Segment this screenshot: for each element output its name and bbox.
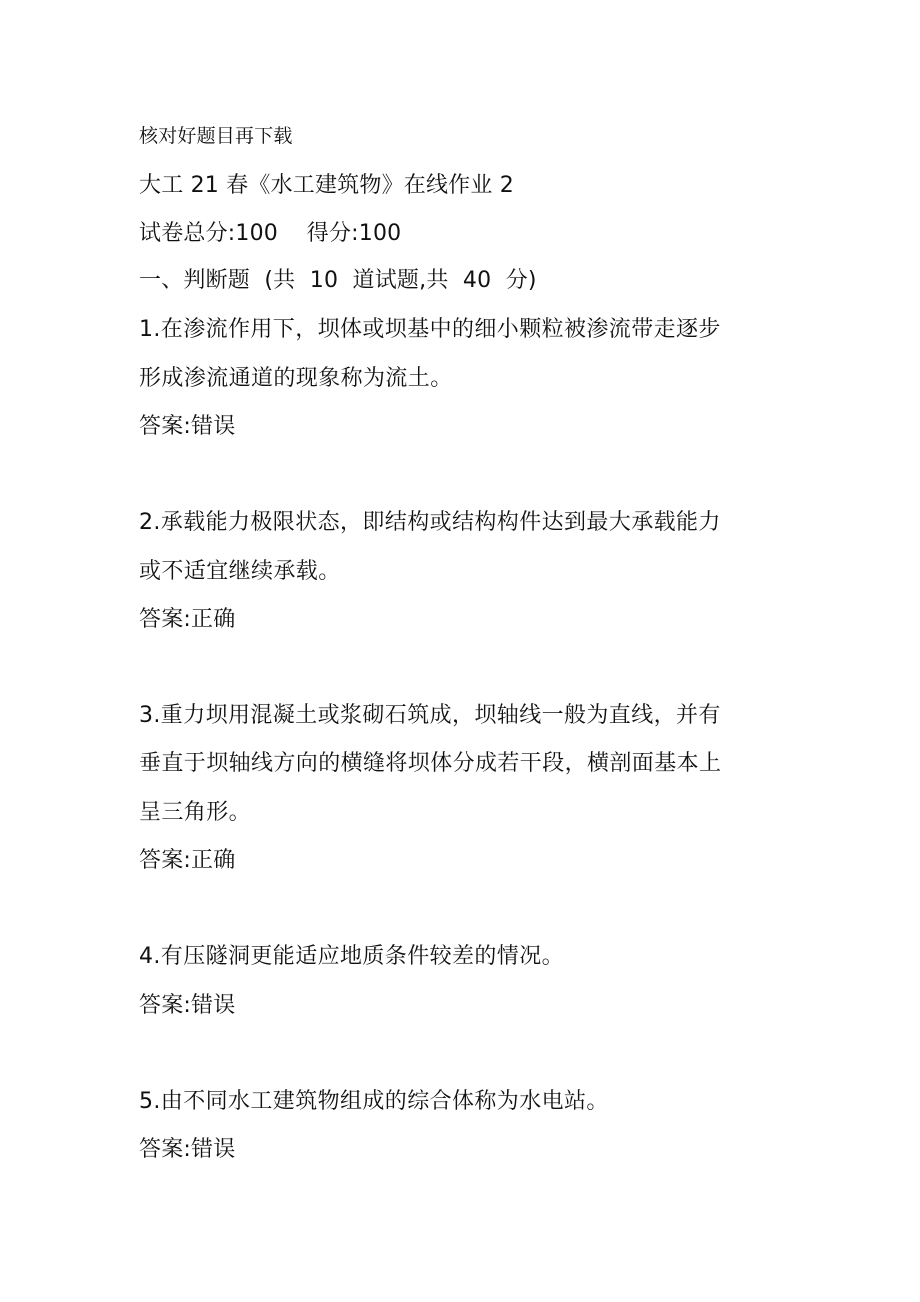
- question-4-line-1: 4.有压隧洞更能适应地质条件较差的情况。: [139, 944, 564, 969]
- question-2-line-2: 或不适宜继续承载。: [139, 559, 341, 584]
- question-3-line-3: 呈三角形。: [139, 800, 252, 825]
- question-3-answer: 答案:正确: [139, 848, 236, 873]
- download-note: 核对好题目再下载: [139, 125, 293, 147]
- question-5-answer: 答案:错误: [139, 1137, 236, 1162]
- assignment-title: 大工 21 春《水工建筑物》在线作业 2: [139, 173, 514, 198]
- question-4-answer: 答案:错误: [139, 993, 236, 1018]
- question-1-line-2: 形成渗流通道的现象称为流土。: [139, 366, 453, 391]
- section-heading: 一、判断题 (共 10 道试题,共 40 分): [139, 268, 537, 293]
- score-summary: 试卷总分:100 得分:100: [139, 221, 402, 246]
- question-2-answer: 答案:正确: [139, 607, 236, 632]
- question-1-line-1: 1.在渗流作用下，坝体或坝基中的细小颗粒被渗流带走逐步: [139, 317, 721, 342]
- question-5-line-1: 5.由不同水工建筑物组成的综合体称为水电站。: [139, 1089, 609, 1114]
- question-3-line-2: 垂直于坝轴线方向的横缝将坝体分成若干段，横剖面基本上: [139, 751, 722, 776]
- question-1-answer: 答案:错误: [139, 414, 236, 439]
- question-2-line-1: 2.承载能力极限状态，即结构或结构构件达到最大承载能力: [139, 510, 721, 535]
- question-3-line-1: 3.重力坝用混凝土或浆砌石筑成，坝轴线一般为直线，并有: [139, 703, 721, 728]
